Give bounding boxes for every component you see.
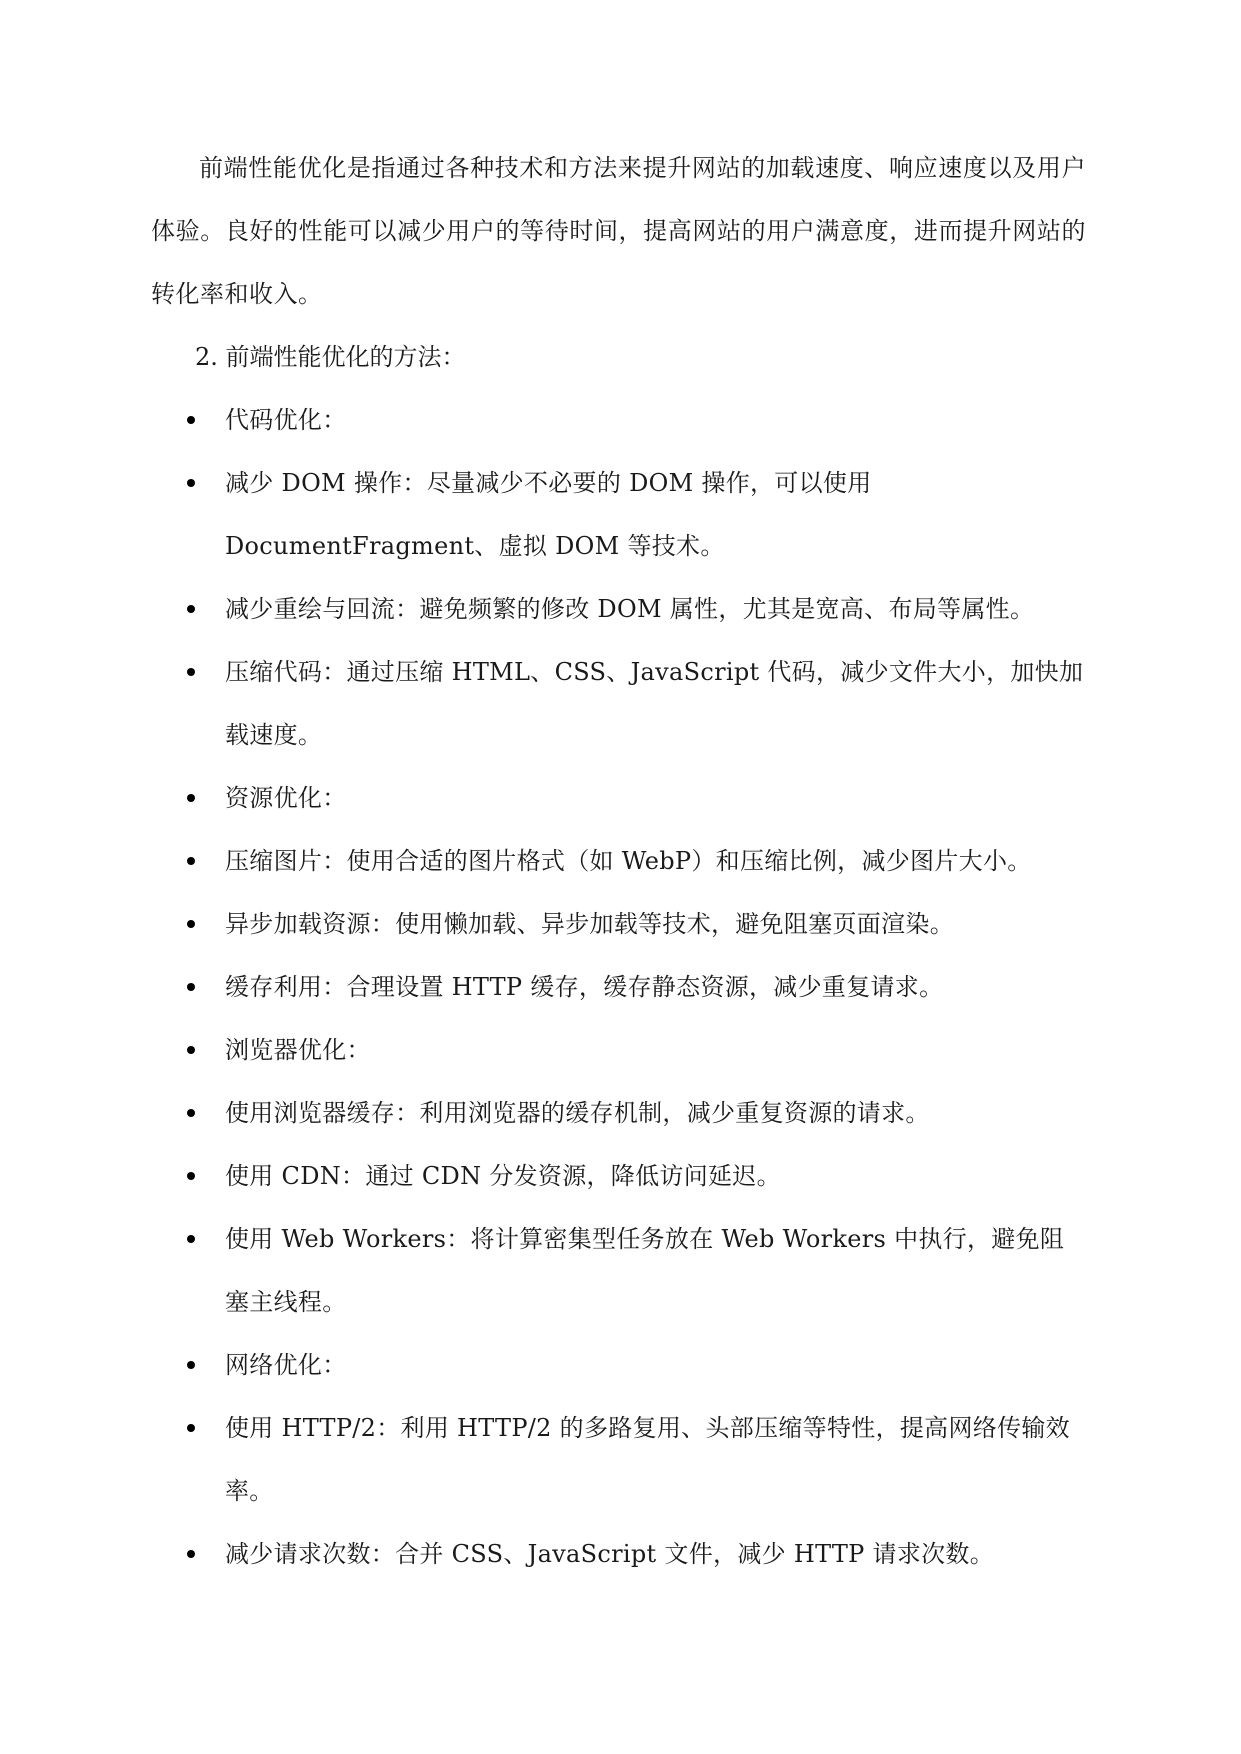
bullet-icon — [187, 1334, 197, 1397]
list-item-async-loading — [151, 893, 1086, 956]
bullet-icon — [187, 767, 197, 830]
bullet-icon — [187, 956, 197, 1019]
list-item-reduce-dom — [151, 452, 1086, 578]
list-item-text: 使用 Web Workers：将计算密集型任务放在 Web Workers 中执行，避免阻塞主线程。 — [225, 1225, 1065, 1316]
optimization-list — [151, 389, 1086, 1586]
bullet-icon — [187, 1082, 197, 1145]
bullet-icon — [187, 893, 197, 956]
list-item-network-optimization — [151, 1334, 1086, 1397]
bullet-icon — [187, 1145, 197, 1208]
list-item-text: 异步加载资源：使用懒加载、异步加载等技术，避免阻塞页面渲染。 — [225, 910, 954, 938]
list-item-text: 使用 CDN：通过 CDN 分发资源，降低访问延迟。 — [225, 1162, 781, 1190]
list-item-cdn — [151, 1145, 1086, 1208]
list-item-reduce-reflow — [151, 578, 1086, 641]
list-item-text: 使用浏览器缓存：利用浏览器的缓存机制，减少重复资源的请求。 — [225, 1099, 930, 1127]
list-item-text: 减少 DOM 操作：尽量减少不必要的 DOM 操作，可以使用 DocumentFragment、虚拟 DOM 等技术。 — [225, 469, 872, 560]
list-item-text: 浏览器优化： — [225, 1036, 371, 1064]
bullet-icon — [187, 389, 197, 452]
list-item-web-workers — [151, 1208, 1086, 1334]
intro-paragraph: 前端性能优化是指通过各种技术和方法来提升网站的加载速度、响应速度以及用户体验。良好的性能可以减少用户的等待时间，提高网站的用户满意度，进而提升网站的转化率和收入。 — [151, 154, 1086, 308]
list-item-reduce-requests — [151, 1523, 1086, 1586]
list-item-browser-optimization — [151, 1019, 1086, 1082]
list-item-resource-optimization — [151, 767, 1086, 830]
section-heading: 2. 前端性能优化的方法： — [195, 343, 466, 371]
list-item-text: 资源优化： — [225, 784, 347, 812]
list-item-text: 减少请求次数：合并 CSS、JavaScript 文件，减少 HTTP 请求次数。 — [225, 1540, 995, 1568]
document-body — [151, 137, 1086, 1586]
bullet-icon — [187, 641, 197, 704]
bullet-icon — [187, 830, 197, 893]
list-item-compress-code — [151, 641, 1086, 767]
list-item-http2 — [151, 1397, 1086, 1523]
bullet-icon — [187, 1208, 197, 1271]
bullet-icon — [187, 1523, 197, 1586]
list-item-text: 代码优化： — [225, 406, 347, 434]
list-item-compress-images — [151, 830, 1086, 893]
list-item-text: 压缩代码：通过压缩 HTML、CSS、JavaScript 代码，减少文件大小，加快加载速度。 — [225, 658, 1084, 749]
list-item-browser-cache — [151, 1082, 1086, 1145]
list-item-text: 减少重绘与回流：避免频繁的修改 DOM 属性，尤其是宽高、布局等属性。 — [225, 595, 1035, 623]
bullet-icon — [187, 452, 197, 515]
bullet-icon — [187, 1397, 197, 1460]
list-item-text: 缓存利用：合理设置 HTTP 缓存，缓存静态资源，减少重复请求。 — [225, 973, 944, 1001]
list-item-text: 网络优化： — [225, 1351, 347, 1379]
list-item-text: 使用 HTTP/2：利用 HTTP/2 的多路复用、头部压缩等特性，提高网络传输效率。 — [225, 1414, 1070, 1505]
bullet-icon — [187, 578, 197, 641]
bullet-icon — [187, 1019, 197, 1082]
list-item-code-optimization — [151, 389, 1086, 452]
list-item-cache-usage — [151, 956, 1086, 1019]
list-item-text: 压缩图片：使用合适的图片格式（如 WebP）和压缩比例，减少图片大小。 — [225, 847, 1032, 875]
